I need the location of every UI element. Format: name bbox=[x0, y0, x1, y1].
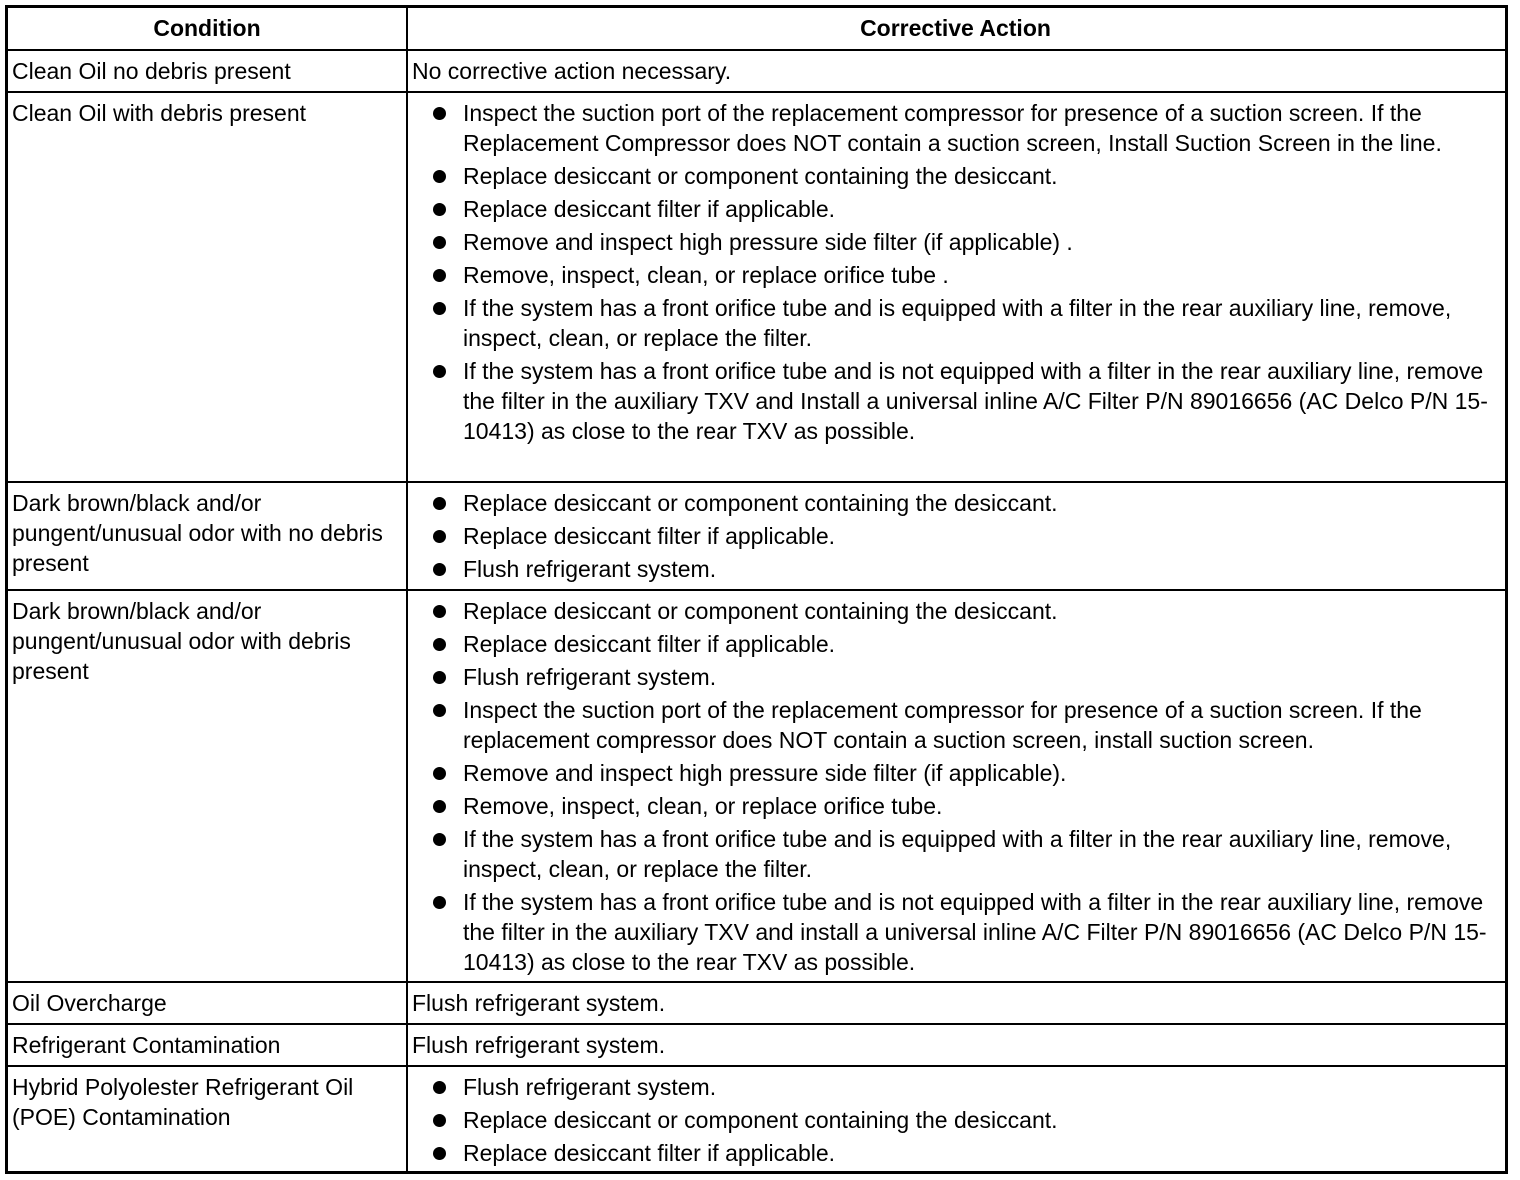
list-item: Replace desiccant filter if applicable. bbox=[412, 1138, 1499, 1168]
bullet-icon bbox=[433, 203, 446, 216]
list-item: Flush refrigerant system. bbox=[412, 554, 1499, 584]
bullet-icon bbox=[433, 671, 446, 684]
list-item: Replace desiccant or component containing the desiccant. bbox=[412, 488, 1499, 518]
bullet-icon bbox=[433, 269, 446, 282]
list-item: Flush refrigerant system. bbox=[412, 1072, 1499, 1102]
condition-cell: Refrigerant Contamination bbox=[12, 1032, 281, 1058]
condition-cell: Oil Overcharge bbox=[12, 990, 167, 1016]
bullet-icon bbox=[433, 497, 446, 510]
bullet-icon bbox=[433, 107, 446, 120]
action-list bbox=[412, 1072, 1499, 1168]
list-item: If the system has a front orifice tube and is not equipped with a filter in the rear auxiliary line, remove the filter in the auxiliary TXV and Install a universal inline A/C Filter P/N 89016656 (AC Delco P/N 15-10413) as close to the rear TXV as possible. bbox=[412, 356, 1499, 446]
bullet-icon bbox=[433, 800, 446, 813]
bullet-icon bbox=[433, 530, 446, 543]
bullet-icon bbox=[433, 1114, 446, 1127]
list-item: If the system has a front orifice tube and is equipped with a filter in the rear auxiliary line, remove, inspect, clean, or replace the filter. bbox=[412, 293, 1499, 353]
bullet-icon bbox=[433, 767, 446, 780]
bullet-icon bbox=[433, 896, 446, 909]
table-row bbox=[8, 91, 1505, 481]
list-item: Replace desiccant or component containing the desiccant. bbox=[412, 596, 1499, 626]
list-item: Remove and inspect high pressure side filter (if applicable) . bbox=[412, 227, 1499, 257]
list-item: Remove and inspect high pressure side filter (if applicable). bbox=[412, 758, 1499, 788]
list-item: Inspect the suction port of the replacement compressor for presence of a suction screen. If the Replacement Compressor does NOT contain a suction screen, Install Suction Screen in the line. bbox=[412, 98, 1499, 158]
table-row bbox=[8, 589, 1505, 981]
list-item: Inspect the suction port of the replacement compressor for presence of a suction screen. If the replacement compressor does NOT contain a suction screen, install suction screen. bbox=[412, 695, 1499, 755]
list-item: Replace desiccant filter if applicable. bbox=[412, 629, 1499, 659]
table-row bbox=[8, 49, 1505, 91]
bullet-icon bbox=[433, 302, 446, 315]
table-header-row bbox=[8, 8, 1505, 49]
condition-cell: Hybrid Polyolester Refrigerant Oil (POE) Contamination bbox=[12, 1074, 354, 1130]
table-row bbox=[8, 1023, 1505, 1065]
action-cell bbox=[408, 483, 1505, 589]
bullet-icon bbox=[433, 605, 446, 618]
action-cell: Flush refrigerant system. bbox=[412, 990, 666, 1016]
bullet-icon bbox=[433, 704, 446, 717]
bullet-icon bbox=[433, 833, 446, 846]
table-row bbox=[8, 1065, 1505, 1171]
action-cell: Flush refrigerant system. bbox=[412, 1032, 666, 1058]
action-cell: No corrective action necessary. bbox=[412, 58, 732, 84]
header-corrective-action: Corrective Action bbox=[860, 15, 1051, 41]
table-row bbox=[8, 481, 1505, 589]
list-item: Replace desiccant filter if applicable. bbox=[412, 521, 1499, 551]
bullet-icon bbox=[433, 563, 446, 576]
list-item: If the system has a front orifice tube and is equipped with a filter in the rear auxiliary line, remove, inspect, clean, or replace the filter. bbox=[412, 824, 1499, 884]
table-row bbox=[8, 981, 1505, 1023]
bullet-icon bbox=[433, 1081, 446, 1094]
list-item: Replace desiccant or component containing the desiccant. bbox=[412, 161, 1499, 191]
action-list bbox=[412, 488, 1499, 584]
bullet-icon bbox=[433, 638, 446, 651]
list-item: Flush refrigerant system. bbox=[412, 662, 1499, 692]
list-item: If the system has a front orifice tube and is not equipped with a filter in the rear auxiliary line, remove the filter in the auxiliary TXV and install a universal inline A/C Filter P/N 89016656 (AC Delco P/N 15-10413) as close to the rear TXV as possible. bbox=[412, 887, 1499, 977]
list-item: Replace desiccant filter if applicable. bbox=[412, 194, 1499, 224]
list-item: Replace desiccant or component containing the desiccant. bbox=[412, 1105, 1499, 1135]
action-cell bbox=[408, 93, 1505, 481]
condition-cell: Dark brown/black and/or pungent/unusual odor with debris present bbox=[12, 598, 351, 684]
header-condition: Condition bbox=[153, 15, 261, 41]
action-list bbox=[412, 98, 1499, 446]
bullet-icon bbox=[433, 236, 446, 249]
bullet-icon bbox=[433, 170, 446, 183]
bullet-icon bbox=[433, 365, 446, 378]
list-item: Remove, inspect, clean, or replace orifice tube. bbox=[412, 791, 1499, 821]
condition-cell: Clean Oil with debris present bbox=[12, 100, 307, 126]
list-item: Remove, inspect, clean, or replace orifice tube . bbox=[412, 260, 1499, 290]
action-list bbox=[412, 596, 1499, 977]
corrective-action-table bbox=[5, 5, 1508, 1174]
action-cell bbox=[408, 1067, 1505, 1171]
bullet-icon bbox=[433, 1147, 446, 1160]
condition-cell: Clean Oil no debris present bbox=[12, 58, 291, 84]
action-cell bbox=[408, 591, 1505, 981]
condition-cell: Dark brown/black and/or pungent/unusual odor with no debris present bbox=[12, 490, 383, 576]
